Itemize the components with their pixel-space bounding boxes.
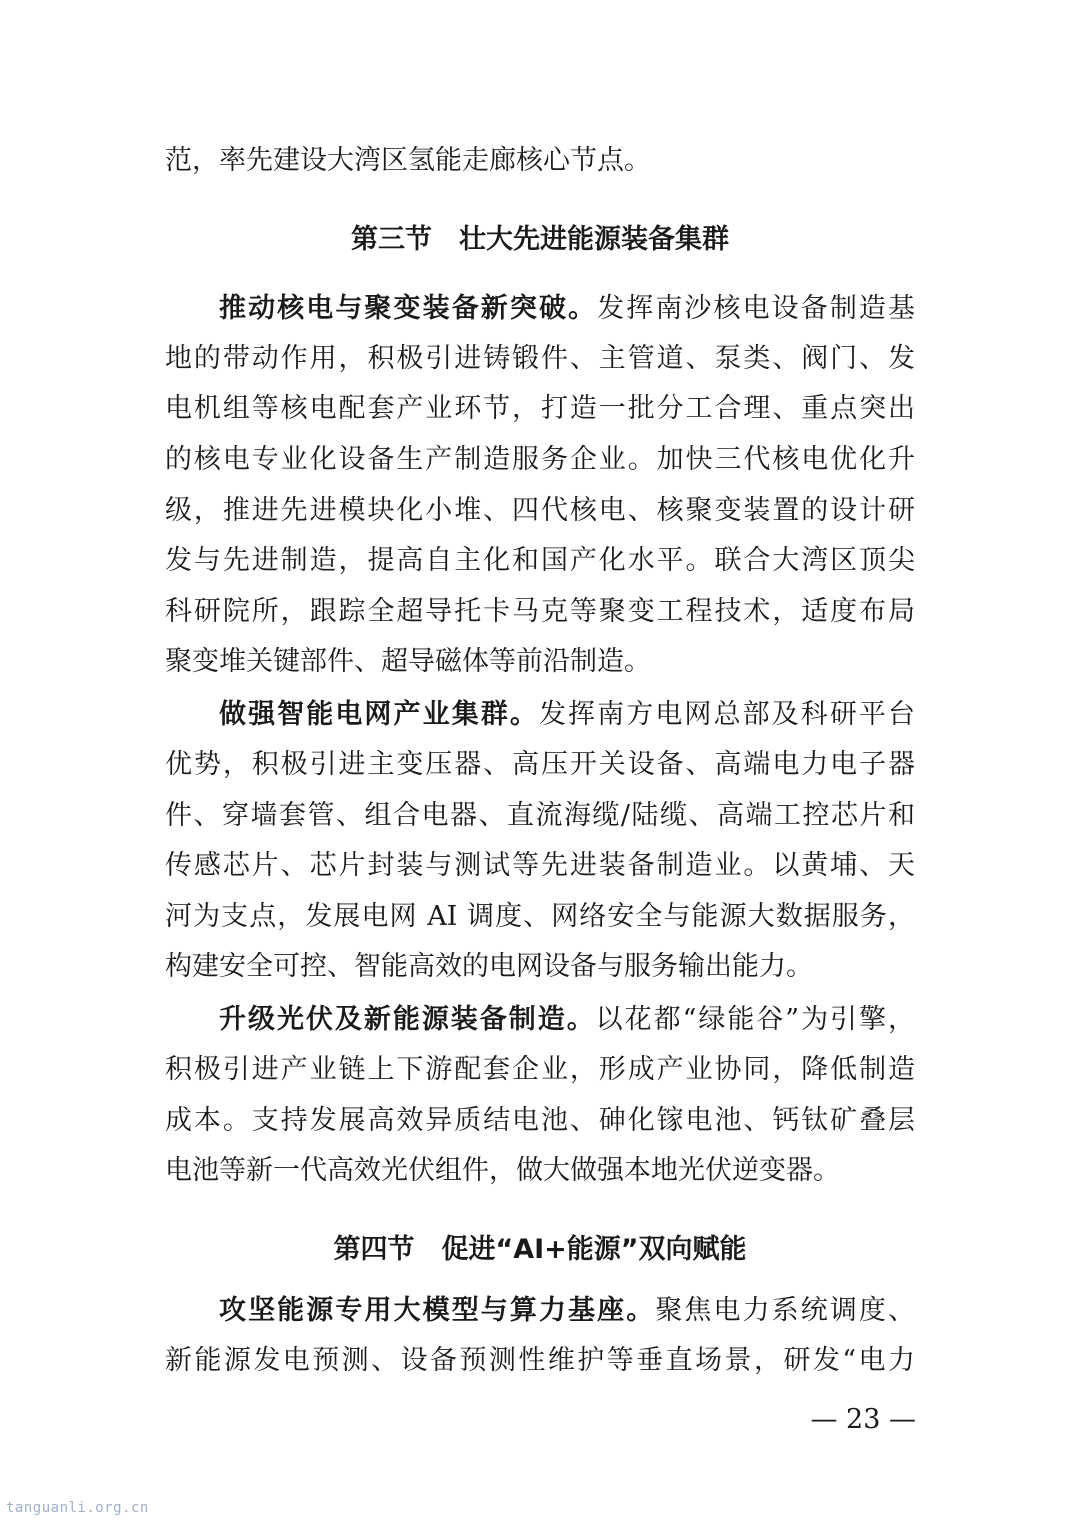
body-line: 科研院所，跟踪全超导托卡马克等聚变工程技术，适度布局 bbox=[165, 596, 915, 627]
paragraph-lead: 升级光伏及新能源装备制造。 bbox=[219, 1004, 596, 1035]
paragraph-first-line bbox=[219, 1286, 915, 1336]
body-line: 新能源发电预测、设备预测性维护等垂直场景，研发“电力 bbox=[165, 1345, 915, 1376]
paragraph-first-line bbox=[219, 995, 915, 1045]
paragraph-lead: 推动核电与聚变装备新突破。 bbox=[219, 293, 598, 324]
body-line: 优势，积极引进主变压器、高压开关设备、高端电力电子器 bbox=[165, 749, 915, 780]
page-number: — 23 — bbox=[810, 1404, 916, 1435]
section-heading: 第四节 促进“AI+能源”双向赋能 bbox=[333, 1234, 747, 1265]
paragraph-text: 发挥南沙核电设备制造基 bbox=[597, 293, 916, 324]
paragraph-lead: 做强智能电网产业集群。 bbox=[219, 699, 539, 730]
body-line: 河为支点，发展电网 AI 调度、网络安全与能源大数据服务， bbox=[165, 901, 915, 932]
body-line: 件、穿墙套管、组合电器、直流海缆/陆缆、高端工控芯片和 bbox=[165, 800, 915, 831]
paragraph-lead: 攻坚能源专用大模型与算力基座。 bbox=[219, 1295, 656, 1326]
body-line: 聚变堆关键部件、超导磁体等前沿制造。 bbox=[165, 646, 651, 677]
paragraph-text: 聚焦电力系统调度、 bbox=[655, 1295, 916, 1326]
body-line: 地的带动作用，积极引进铸锻件、主管道、泵类、阀门、发 bbox=[165, 343, 915, 374]
paragraph-first-line bbox=[219, 284, 915, 334]
body-line: 发与先进制造，提高自主化和国产化水平。联合大湾区顶尖 bbox=[165, 545, 915, 576]
section-heading: 第三节 壮大先进能源装备集群 bbox=[351, 224, 729, 255]
body-line: 成本。支持发展高效异质结电池、砷化镓电池、钙钛矿叠层 bbox=[165, 1105, 915, 1136]
body-line: 电池等新一代高效光伏组件，做大做强本地光伏逆变器。 bbox=[165, 1155, 840, 1186]
body-line: 积极引进产业链上下游配套企业，形成产业协同，降低制造 bbox=[165, 1054, 915, 1085]
paragraph-text: 以花都“绿能谷”为引擎， bbox=[595, 1004, 915, 1035]
watermark: tanguanli.org.cn bbox=[6, 1500, 149, 1516]
body-line: 电机组等核电配套产业环节，打造一批分工合理、重点突出 bbox=[165, 393, 915, 424]
body-line: 传感芯片、芯片封装与测试等先进装备制造业。以黄埔、天 bbox=[165, 850, 915, 881]
paragraph-text: 发挥南方电网总部及科研平台 bbox=[538, 699, 916, 730]
body-line: 级，推进先进模块化小堆、四代核电、核聚变装置的设计研 bbox=[165, 495, 915, 526]
body-line: 的核电专业化设备生产制造服务企业。加快三代核电优化升 bbox=[165, 444, 915, 475]
body-line: 构建安全可控、智能高效的电网设备与服务输出能力。 bbox=[165, 951, 813, 982]
body-line: 范，率先建设大湾区氢能走廊核心节点。 bbox=[165, 145, 651, 176]
paragraph-first-line bbox=[219, 690, 915, 740]
